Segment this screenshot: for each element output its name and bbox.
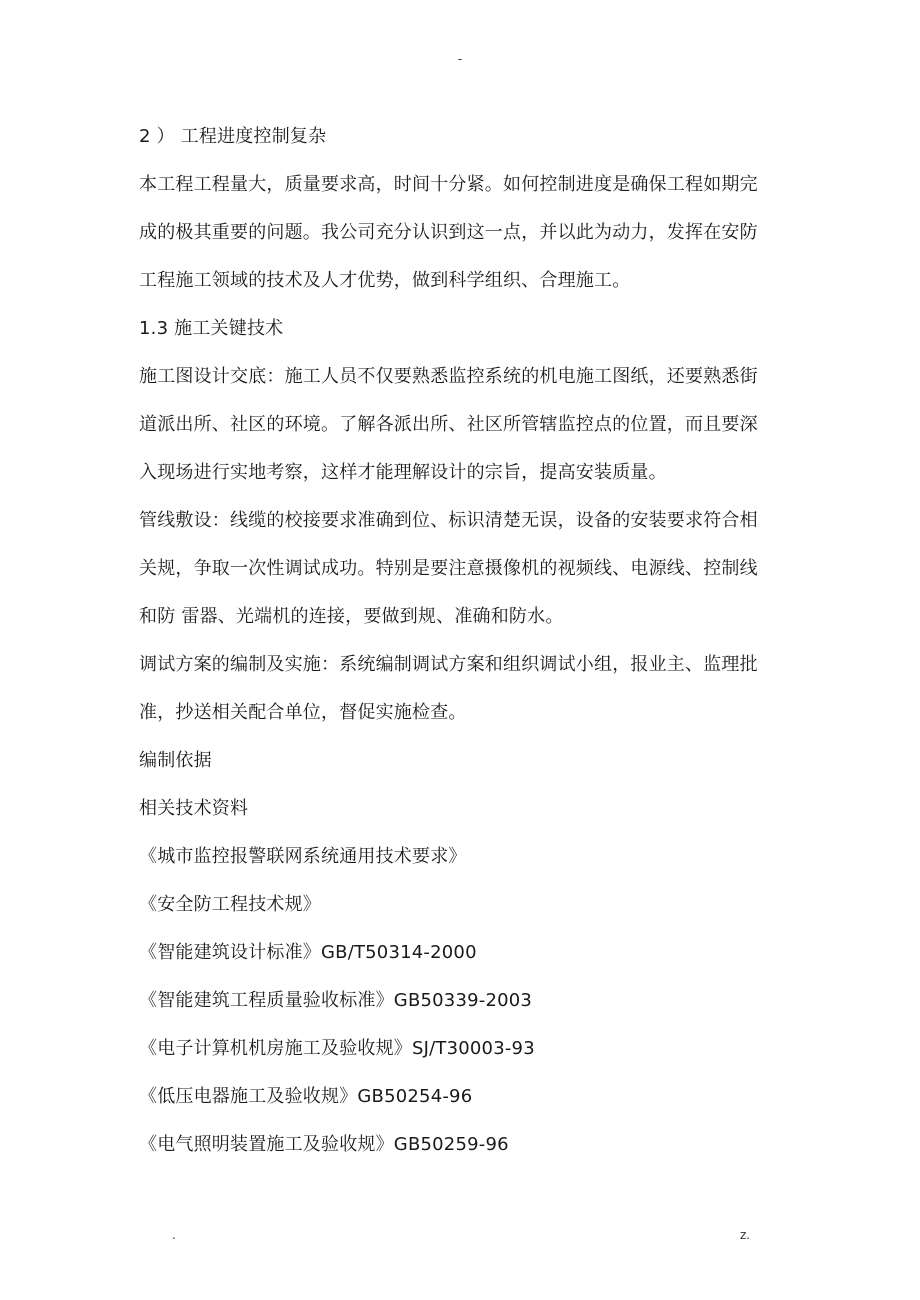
subheading-references: 相关技术资料 [139,798,249,819]
page-footer-right: z. [740,1228,751,1242]
page-header-mark: - [457,52,463,66]
paragraph-line: 成的极其重要的问题。我公司充分认识到这一点，并以此为动力，发挥在安防 [139,222,758,243]
paragraph-line: 调试方案的编制及实施：系统编制调试方案和组织调试小组，报业主、监理批 [139,654,758,675]
paragraph-line: 和防 雷器、光端机的连接，要做到规、准确和防水。 [139,606,564,627]
reference-item: 《低压电器施工及验收规》GB50254-96 [139,1086,473,1107]
paragraph-line: 本工程工程量大，质量要求高，时间十分紧。如何控制进度是确保工程如期完 [139,174,758,195]
paragraph-line: 施工图设计交底：施工人员不仅要熟悉监控系统的机电施工图纸，还要熟悉街 [139,366,758,387]
paragraph-line: 管线敷设：线缆的校接要求准确到位、标识清楚无误，设备的安装要求符合相 [139,510,758,531]
paragraph-line: 准，抄送相关配合单位，督促实施检查。 [139,702,467,723]
reference-item: 《智能建筑工程质量验收标准》GB50339-2003 [139,990,533,1011]
paragraph-line: 工程施工领域的技术及人才优势，做到科学组织、合理施工。 [139,270,631,291]
section-heading-key-tech: 1.3 施工关键技术 [139,318,284,339]
paragraph-line: 入现场进行实地考察，这样才能理解设计的宗旨，提高安装质量。 [139,462,667,483]
paragraph-line: 关规，争取一次性调试成功。特别是要注意摄像机的视频线、电源线、控制线 [139,558,758,579]
reference-item: 《安全防工程技术规》 [139,894,321,915]
reference-item: 《电子计算机机房施工及验收规》SJ/T30003-93 [139,1038,535,1059]
section-heading-basis: 编制依据 [139,750,212,771]
paragraph-line: 道派出所、社区的环境。了解各派出所、社区所管辖监控点的位置，而且要深 [139,414,758,435]
reference-item: 《电气照明装置施工及验收规》GB50259-96 [139,1134,509,1155]
reference-item: 《城市监控报警联网系统通用技术要求》 [139,846,467,867]
document-body [139,113,789,1169]
page-footer-left: . [172,1228,176,1242]
section-heading-schedule: 2 ） 工程进度控制复杂 [139,126,327,147]
reference-item: 《智能建筑设计标准》GB/T50314-2000 [139,942,477,963]
